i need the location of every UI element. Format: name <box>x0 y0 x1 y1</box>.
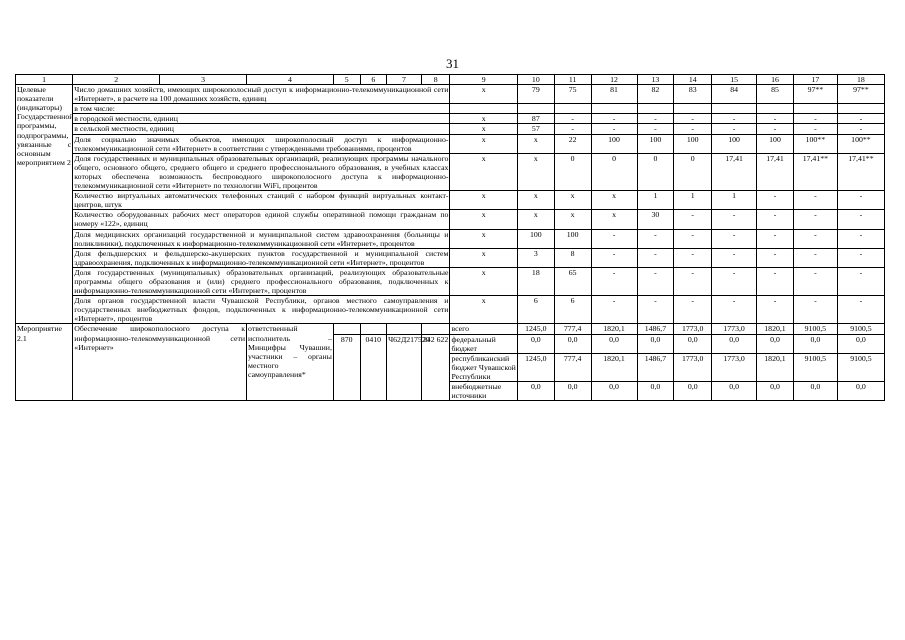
column-number: 3 <box>160 75 247 85</box>
column-number: 18 <box>837 75 884 85</box>
indicator-value: - <box>837 229 884 248</box>
indicator-value: x <box>591 191 637 210</box>
column-number: 2 <box>73 75 160 85</box>
funding-value: 9100,5 <box>837 324 884 334</box>
funding-value: 0,0 <box>837 334 884 353</box>
indicator-value: - <box>591 124 637 134</box>
indicator-value: x <box>517 153 554 190</box>
indicator-name: Доля медицинских организаций государственной и муниципальной систем здравоохранения (больницы и поликлиники), подключенных к информационно-телекоммуникационной сети «Интернет», процентов <box>74 229 449 248</box>
indicator-value: - <box>591 267 637 295</box>
measure-label: Мероприятие 2.1 <box>16 324 73 401</box>
indicator-value: - <box>757 124 794 134</box>
indicator-value: - <box>793 210 837 229</box>
indicator-value: - <box>712 210 757 229</box>
funding-value: 0,0 <box>637 334 674 353</box>
column-number: 4 <box>247 75 334 85</box>
indicator-value: - <box>757 114 794 124</box>
indicator-value <box>837 104 884 114</box>
measure-code-vr: 242 622 <box>421 334 450 401</box>
funding-value: 0,0 <box>712 382 757 401</box>
funding-value: 0,0 <box>591 382 637 401</box>
measure-vr-top <box>421 324 450 334</box>
funding-value: 0,0 <box>793 334 837 353</box>
indicator-value: - <box>591 296 637 324</box>
indicator-value: x <box>591 210 637 229</box>
indicator-value: x <box>450 210 517 229</box>
funding-value: 1773,0 <box>674 353 712 381</box>
indicator-value: - <box>712 267 757 295</box>
indicator-value: - <box>674 229 712 248</box>
indicator-value: x <box>450 85 517 104</box>
indicator-value: x <box>450 296 517 324</box>
funding-value: 777,4 <box>554 353 591 381</box>
indicator-value: x <box>450 248 517 267</box>
indicator-row <box>16 267 885 295</box>
indicator-value: 100 <box>591 134 637 153</box>
indicator-value: 8 <box>554 248 591 267</box>
indicator-value: x <box>554 210 591 229</box>
measure-code-csr: Ч62Д217520 <box>387 334 422 401</box>
column-number: 10 <box>517 75 554 85</box>
indicator-value: x <box>450 267 517 295</box>
indicator-value: 79 <box>517 85 554 104</box>
indicator-row <box>16 153 885 190</box>
indicator-value: - <box>837 248 884 267</box>
indicator-value: - <box>591 114 637 124</box>
indicator-name: Доля фельдшерских и фельдшерско-акушерских пунктов государственной и муниципальной систем здравоохранения, подключенных к информационно-телекоммуникационной сети «Интернет», процентов <box>74 248 449 267</box>
funding-value: 9100,5 <box>793 353 837 381</box>
indicator-value: x <box>450 229 517 248</box>
indicator-value: 17,41 <box>712 153 757 190</box>
indicator-value: 87 <box>517 114 554 124</box>
indicator-row <box>16 104 885 114</box>
indicator-value: - <box>837 191 884 210</box>
indicator-row <box>16 124 885 134</box>
funding-value: 0,0 <box>712 334 757 353</box>
indicator-name: Доля государственных и муниципальных образовательных организаций, реализующих программы начального общего, основного общего, среднего общего и среднего профессионального образования, в учебных классах которых обеспечена возможность беспроводного широкополосного доступа к информационно-телекоммуникационной сети «Интернет» по технологии WiFi, процентов <box>74 153 449 191</box>
indicator-value: 17,41 <box>757 153 794 190</box>
funding-value: 1773,0 <box>712 353 757 381</box>
funding-value: 0,0 <box>793 382 837 401</box>
funding-source: всего <box>450 324 517 334</box>
column-number: 7 <box>387 75 422 85</box>
funding-value: 0,0 <box>517 334 554 353</box>
indicator-row <box>16 134 885 153</box>
funding-value: 777,4 <box>554 324 591 334</box>
indicator-name: Доля органов государственной власти Чувашской Республики, органов местного самоуправления и государственных внебюджетных фондов, подключенных к информационно-телекоммуникационной сети «Интернет», процентов <box>74 296 449 324</box>
indicator-value: 1 <box>637 191 674 210</box>
indicator-value: 1 <box>712 191 757 210</box>
indicator-value: 18 <box>517 267 554 295</box>
indicator-value: 6 <box>517 296 554 324</box>
indicator-row <box>16 114 885 124</box>
indicator-value <box>757 104 794 114</box>
funding-source: республиканский бюджет Чувашской Республики <box>451 353 516 381</box>
indicator-value: - <box>757 210 794 229</box>
indicator-value: - <box>554 124 591 134</box>
measure-code-rz: 0410 <box>360 334 387 401</box>
funding-value: 1773,0 <box>712 324 757 334</box>
funding-value: 0,0 <box>554 334 591 353</box>
indicator-name: Доля социально значимых объектов, имеющих широкополосный доступ к информационно-телекоммуникационной сети «Интернет» в соответствии с утвержденными требованиями, процентов <box>74 134 449 153</box>
indicator-value: 0 <box>674 153 712 190</box>
indicator-value: - <box>637 229 674 248</box>
indicator-name: в городской местности, единиц <box>73 114 450 124</box>
indicator-value: - <box>637 248 674 267</box>
indicator-value: - <box>793 124 837 134</box>
indicator-value: 100 <box>637 134 674 153</box>
indicator-value <box>517 104 554 114</box>
indicator-value: 57 <box>517 124 554 134</box>
indicator-value: 100** <box>793 134 837 153</box>
funding-value: 1245,0 <box>517 324 554 334</box>
indicator-value: x <box>450 134 517 153</box>
indicator-value: 65 <box>554 267 591 295</box>
indicator-value: - <box>637 124 674 134</box>
indicator-value: - <box>793 191 837 210</box>
indicator-value: 0 <box>637 153 674 190</box>
funding-value: 0,0 <box>757 334 794 353</box>
indicator-value: x <box>554 191 591 210</box>
measure-csr-top <box>387 324 422 334</box>
indicator-value: 30 <box>637 210 674 229</box>
column-number: 13 <box>637 75 674 85</box>
indicator-value: - <box>757 267 794 295</box>
indicator-group-label: Целевые показатели (индикаторы) Государственной программы, подпрограммы, увязанные с основным мероприятием 2 <box>16 85 73 324</box>
indicator-name: Количество оборудованных рабочих мест операторов единой службы оперативной помощи гражданам по номеру «122», единиц <box>74 210 449 229</box>
indicator-value <box>674 104 712 114</box>
indicator-value: 85 <box>757 85 794 104</box>
indicator-value: x <box>517 210 554 229</box>
indicator-value: - <box>837 210 884 229</box>
indicator-value <box>591 104 637 114</box>
funding-row <box>16 324 885 334</box>
indicator-value: - <box>674 267 712 295</box>
page-number: 31 <box>446 56 459 71</box>
indicator-value: 97** <box>793 85 837 104</box>
indicator-row <box>16 248 885 267</box>
indicator-value: - <box>712 248 757 267</box>
indicator-value: - <box>712 114 757 124</box>
column-number: 11 <box>554 75 591 85</box>
indicator-value: 75 <box>554 85 591 104</box>
indicator-value: 84 <box>712 85 757 104</box>
indicator-value <box>793 104 837 114</box>
measure-code-gr: 870 <box>333 334 360 401</box>
indicator-value: 100 <box>674 134 712 153</box>
column-number: 9 <box>450 75 517 85</box>
indicator-value: - <box>554 114 591 124</box>
indicator-row <box>16 191 885 210</box>
indicator-name: Доля государственных (муниципальных) образовательных организаций, реализующих образовательные программы общего образования и (или) среднего профессионального образования, подключенных к информационно-телекоммуникационной сети «Интернет», процентов <box>74 267 449 296</box>
indicator-value: - <box>837 114 884 124</box>
indicator-value: - <box>837 296 884 324</box>
measure-rz-top <box>360 324 387 334</box>
column-number: 1 <box>16 75 73 85</box>
funding-value: 0,0 <box>517 382 554 401</box>
funding-value: 0,0 <box>637 382 674 401</box>
indicator-value: 100 <box>712 134 757 153</box>
funding-value: 1820,1 <box>757 353 794 381</box>
funding-value: 0,0 <box>757 382 794 401</box>
indicator-value: - <box>793 229 837 248</box>
indicator-value: x <box>450 153 517 190</box>
indicator-value: - <box>591 229 637 248</box>
indicator-value: x <box>517 191 554 210</box>
funding-value: 0,0 <box>837 382 884 401</box>
indicator-value: - <box>793 267 837 295</box>
indicator-value: 0 <box>591 153 637 190</box>
indicator-value: - <box>793 248 837 267</box>
indicator-value: - <box>837 267 884 295</box>
column-number: 12 <box>591 75 637 85</box>
indicator-value: - <box>674 296 712 324</box>
indicator-value: 22 <box>554 134 591 153</box>
indicator-value: - <box>674 124 712 134</box>
indicator-value: 3 <box>517 248 554 267</box>
funding-value: 0,0 <box>674 382 712 401</box>
funding-value: 1486,7 <box>637 324 674 334</box>
indicator-row <box>16 229 885 248</box>
indicator-value: - <box>637 267 674 295</box>
column-number: 15 <box>712 75 757 85</box>
indicator-value: - <box>674 248 712 267</box>
indicator-value <box>637 104 674 114</box>
indicator-value: - <box>637 114 674 124</box>
indicator-value: 17,41** <box>793 153 837 190</box>
indicator-value: - <box>837 124 884 134</box>
measure-responsible: ответственный исполнитель – Минцифры Чувашии, участники – органы местного самоуправления* <box>247 324 334 401</box>
indicator-value: - <box>757 248 794 267</box>
indicator-row <box>16 85 885 104</box>
indicator-value: 100 <box>757 134 794 153</box>
funding-value: 1245,0 <box>517 353 554 381</box>
indicator-value: - <box>757 191 794 210</box>
indicator-value: 83 <box>674 85 712 104</box>
indicator-value: - <box>757 296 794 324</box>
funding-value: 1820,1 <box>757 324 794 334</box>
indicator-name: Число домашних хозяйств, имеющих широкополосный доступ к информационно-телекоммуникационной сети «Интернет», в расчете на 100 домашних хозяйств, единиц <box>74 85 449 104</box>
indicator-value <box>450 104 517 114</box>
funding-value: 0,0 <box>591 334 637 353</box>
indicator-value: - <box>674 210 712 229</box>
indicator-value <box>554 104 591 114</box>
funding-value: 9100,5 <box>793 324 837 334</box>
funding-value: 1820,1 <box>591 353 637 381</box>
indicator-value: x <box>450 114 517 124</box>
column-number: 16 <box>757 75 794 85</box>
column-number: 6 <box>360 75 387 85</box>
indicator-value: - <box>793 296 837 324</box>
program-table <box>15 74 885 401</box>
indicator-value: x <box>450 191 517 210</box>
funding-value: 0,0 <box>554 382 591 401</box>
indicator-value: 100 <box>517 229 554 248</box>
measure-name: Обеспечение широкополосного доступа к информационно-телекоммуникационной сети «Интернет» <box>73 324 247 401</box>
indicator-name: в сельской местности, единиц <box>73 124 450 134</box>
funding-value: 1773,0 <box>674 324 712 334</box>
indicator-value: - <box>591 248 637 267</box>
funding-value: 9100,5 <box>837 353 884 381</box>
indicator-value: 6 <box>554 296 591 324</box>
indicator-value: - <box>712 229 757 248</box>
indicator-value: 100 <box>554 229 591 248</box>
column-number: 17 <box>793 75 837 85</box>
indicator-value: x <box>517 134 554 153</box>
indicator-value: 1 <box>674 191 712 210</box>
measure-gr-top <box>333 324 360 334</box>
column-number: 14 <box>674 75 712 85</box>
indicator-value: - <box>674 114 712 124</box>
indicator-value: 81 <box>591 85 637 104</box>
indicator-value: x <box>450 124 517 134</box>
funding-value: 0,0 <box>674 334 712 353</box>
indicator-value: 100** <box>837 134 884 153</box>
indicator-value: - <box>712 124 757 134</box>
indicator-value: - <box>757 229 794 248</box>
indicator-value <box>712 104 757 114</box>
indicator-name: в том числе: <box>73 104 450 114</box>
funding-value: 1820,1 <box>591 324 637 334</box>
indicator-value: - <box>793 114 837 124</box>
indicator-row <box>16 296 885 324</box>
column-number-row <box>16 75 885 85</box>
funding-source: федеральный бюджет <box>450 334 517 353</box>
indicator-value: 97** <box>837 85 884 104</box>
indicator-value: - <box>712 296 757 324</box>
indicator-value: 17,41** <box>837 153 884 190</box>
indicator-row <box>16 210 885 229</box>
column-number: 8 <box>421 75 450 85</box>
indicator-value: 82 <box>637 85 674 104</box>
funding-source: внебюджетные источники <box>450 382 517 401</box>
indicator-value: - <box>637 296 674 324</box>
indicator-name: Количество виртуальных автоматических телефонных станций с набором функций виртуальных контакт-центров, штук <box>74 191 449 210</box>
indicator-value: 0 <box>554 153 591 190</box>
funding-value: 1486,7 <box>637 353 674 381</box>
column-number: 5 <box>333 75 360 85</box>
